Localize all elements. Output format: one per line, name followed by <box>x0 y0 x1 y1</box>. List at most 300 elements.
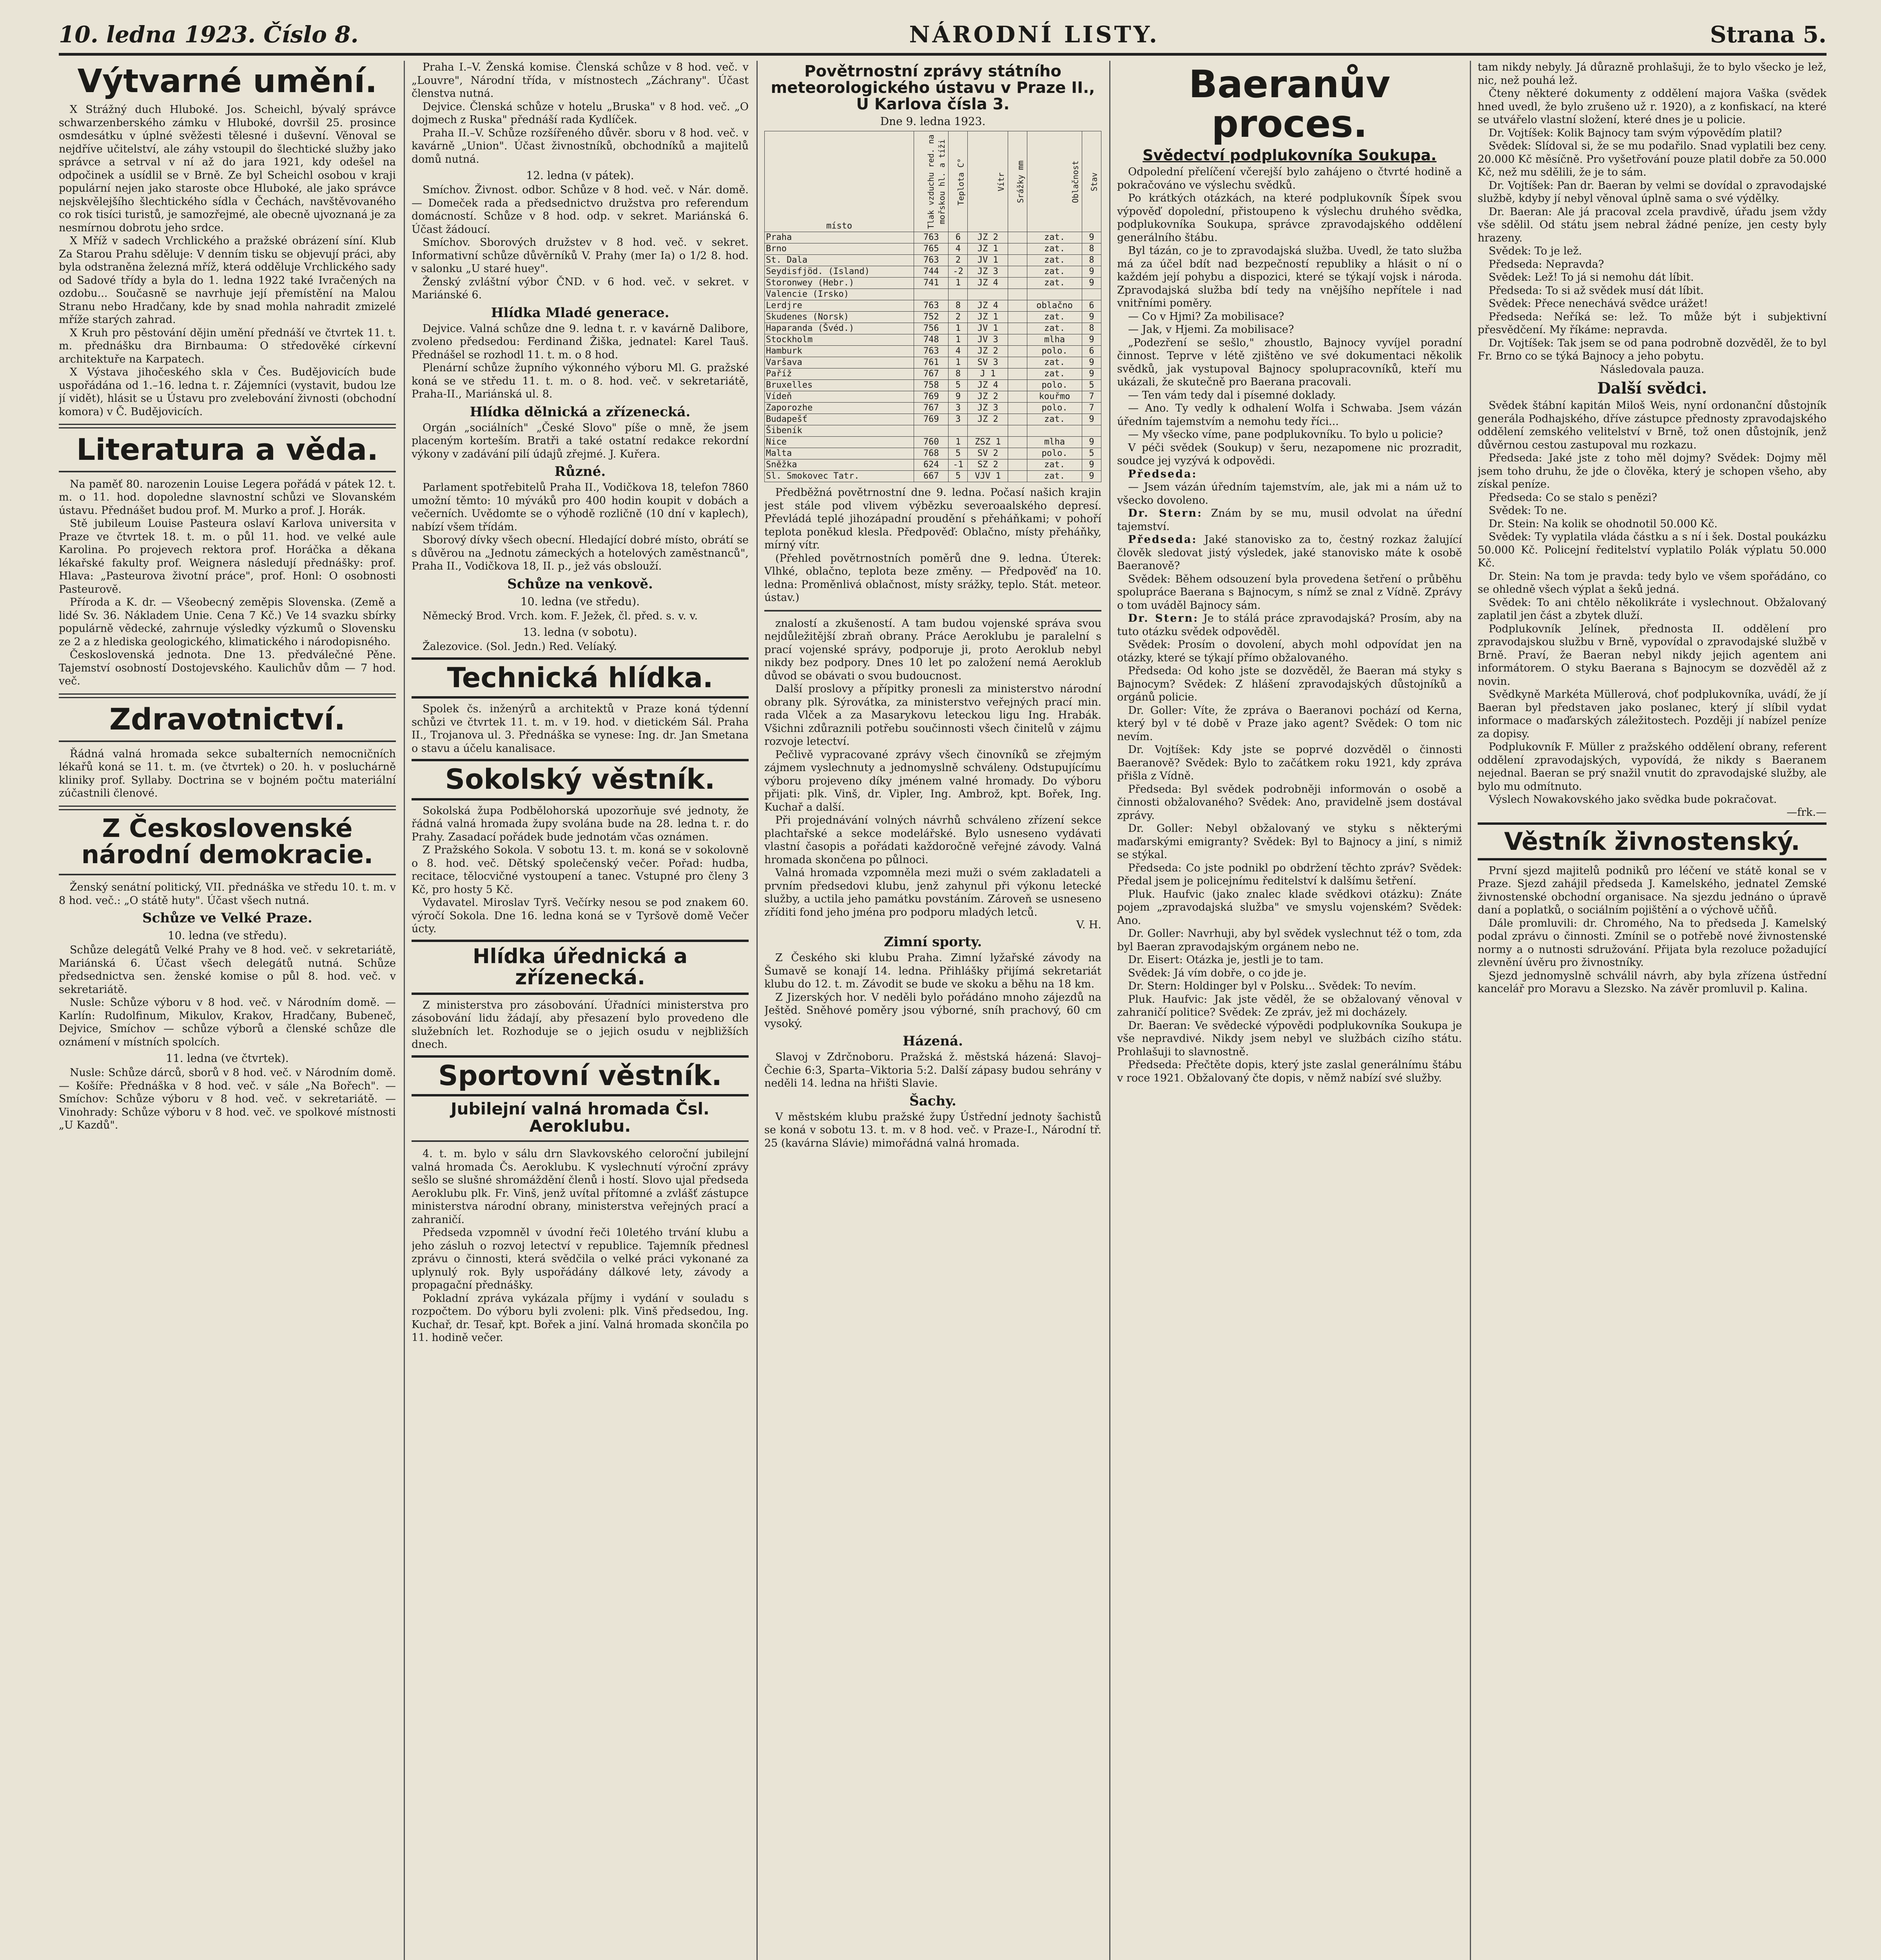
page-number: Strana 5. <box>1710 21 1827 48</box>
weather-table-cell: 765 <box>914 243 949 255</box>
article-headline: Baeranův proces. <box>1188 62 1391 146</box>
article-paragraph: Dále promluvili: dr. Chromého, Na to předseda J. Kamelský podal zprávu o činnosti. Zmínil se o potřebě nové živnostenské normy a o nutnosti sdružování. Přijata byla rezoluce požadující zlevnění úvěru pro živnostníky. <box>1478 917 1827 969</box>
section-title: Sportovní věstník. <box>438 1059 722 1092</box>
weather-table-cell: Sl. Smokovec Tatr. <box>765 471 914 482</box>
dialogue-line: Je to stálá práce zpravodajská? Prosím, aby na tuto otázku svědek odpověděl. <box>1117 612 1462 638</box>
weather-table-cell: 9 <box>1082 357 1101 368</box>
article-paragraph: Následovala pauza. <box>1600 363 1705 376</box>
weather-table-cell <box>1027 289 1082 300</box>
weather-table-cell: 5 <box>949 471 968 482</box>
weather-table-cell <box>1008 266 1027 278</box>
weather-table-row <box>765 334 1101 346</box>
weather-table-cell: 4 <box>949 243 968 255</box>
weather-table-cell <box>1008 334 1027 346</box>
weather-table-cell: zat. <box>1027 323 1082 334</box>
article-paragraph: Předseda: Od koho jste se dozvěděl, že Baeran má styky s Bajnocym? Svědek: Z hlášení zpravodajských důstojníků a orgánů policie. <box>1117 665 1462 704</box>
weather-table-cell: SV 3 <box>968 357 1008 368</box>
weather-table-cell: 756 <box>914 323 949 334</box>
section-title: Výtvarné umění. <box>77 63 377 100</box>
weather-table-cell: 3 <box>949 403 968 414</box>
article-paragraph: Pluk. Haufvic (jako znalec klade svědkovi otázku): Znáte pojem „zpravodajská služba" ve smyslu vojenském? Svědek: Ano. <box>1117 888 1462 927</box>
section-title: Technická hlídka. <box>447 661 713 694</box>
weather-table-cell: St. Dala <box>765 255 914 266</box>
weather-table-cell: JZ 3 <box>968 266 1008 278</box>
weather-table-cell: zat. <box>1027 266 1082 278</box>
weather-table-row <box>765 403 1101 414</box>
speaker-label: Dr. Stern: <box>1128 612 1199 625</box>
weather-table-cell: 9 <box>1082 266 1101 278</box>
weather-table-row <box>765 266 1101 278</box>
article-paragraph: Na paměť 80. narozenin Louise Legera pořádá v pátek 12. t. m. o 11. hod. dopoledne slavnostní schůzi ve Slovanském ústavu. Přednášet budou prof. M. Murko a prof. J. Horák. <box>59 478 396 517</box>
weather-table-cell: zat. <box>1027 232 1082 243</box>
divider <box>59 424 396 428</box>
weather-table-cell: JZ 2 <box>968 391 1008 403</box>
dialogue-line: Znám by se mu, musil odvolat na úřední tajemství. <box>1117 507 1462 533</box>
weather-table-cell <box>1008 471 1027 482</box>
weather-table-cell: Varšava <box>765 357 914 368</box>
weather-table-cell: kouřmo <box>1027 391 1082 403</box>
article-paragraph: „Podezření se sešlo," zhoustlo, Bajnocy vyvíjel poradní činnost. Teprve v létě zjištěno ve své dokumentaci několik svědků, jak vystupoval Bajnocy spolupracovníků, kteří mu ukázali, že skutečně pro Baerana pracovali. <box>1117 336 1462 388</box>
weather-table-cell <box>1008 425 1027 437</box>
article-paragraph: Slavoj v Zdrčnoboru. Pražská ž. městská házená: Slavoj–Čechie 6:3, Sparta–Viktoria 5:2. Další zápasy budou sehrány v neděli 14. ledna na hřišti Slavie. <box>764 1051 1101 1089</box>
article-paragraph: Z Českého ski klubu Praha. Zimní lyžařské závody na Šumavě se konají 14. ledna. Přihlášky přijímá sekretariát klubu do 12. t. m. Závodit se bude ve skoku a běhu na 18 km. <box>764 952 1101 990</box>
article-paragraph: Další proslovy a přípitky pronesli za ministerstvo národní obrany plk. Sýrovátka, za ministerstvo veřejných prací min. rada Vlček a za Masarykovu leteckou ligu Ing. Hrabák. Všichni zdůraznili potřebu součinnosti všech činitelů v zájmu rozvoje letectví. <box>764 683 1101 748</box>
dialogue-line: Dr. Stein: Na kolik se ohodnotil 50.000 Kč. <box>1489 517 1718 530</box>
weather-table-cell: 767 <box>914 403 949 414</box>
weather-table-cell: 2 <box>949 255 968 266</box>
article-paragraph: znalostí a zkušeností. A tam budou vojenské správa svou nejdůležitější zbraň obrany. Práce Aeroklubu je paralelní s prací vojenské správy, podporuje ji, proto Aeroklub nebyl nikdy bez podpory. Dnes 10 let po založení nemá Aeroklub důvod se obávati o svou budoucnost. <box>764 617 1101 682</box>
article-paragraph: 4. t. m. bylo v sálu drn Slavkovského celoroční jubilejní valná hromada Čs. Aeroklubu. K vyslechnutí výroční zprávy sešlo se slušné shromáždění členů i hostí. Slovo ujal předseda Aeroklubu plk. Fr. Vinš, jenž uvítal přítomné a zvlášť zástupce ministerstva národní obrany, ministerstva veřejných prací a zahraničí. <box>412 1148 749 1226</box>
newspaper-page <box>59 16 1827 1960</box>
weather-table-cell: JV 1 <box>968 255 1008 266</box>
dialogue-line: Předseda: Nepravda? <box>1489 258 1604 270</box>
date-heading: 12. ledna (v pátek). <box>526 169 634 182</box>
weather-table-cell <box>1008 323 1027 334</box>
article-paragraph: Dr. Goller: Víte, že zpráva o Baeranovi pochází od Kerna, který byl v té době v Praze jako agent? Svědek: O tom nic nevím. <box>1117 704 1462 743</box>
weather-table-cell: Lerdjre <box>765 300 914 312</box>
weather-table-cell: Sněžka <box>765 459 914 471</box>
weather-table-cell: JZ 2 <box>968 414 1008 425</box>
column-4 <box>1117 61 1462 1960</box>
weather-table-row <box>765 437 1101 448</box>
article-paragraph: Svědek štábní kapitán Miloš Weis, nyní ordonanční důstojník generála Podhajského, dříve zástupce přednosty zpravodajského oddělení zemského velitelství v Brně, tož onen důstojník, jenž důvěrnou cestou zastupoval mu rozkazu. <box>1478 399 1827 451</box>
article-paragraph: Německý Brod. Vrch. kom. F. Ježek, čl. před. s. v. v. <box>423 610 698 622</box>
article-paragraph: Praha I.–V. Ženská komise. Členská schůze v 8 hod. več. v „Louvre", Národní třída, v místnostech „Záchrany". Účast členstva nutná. <box>412 61 749 100</box>
article-paragraph: X Výstava jihočeského skla v Čes. Budějovicích bude uspořádána od 1.–16. ledna t. r. Zájemníci (vystavit, budou lze jí vidět), hlásit se u Ústavu pro zvelebování živnosti (obchodní komora) v Č. Budějovicích. <box>59 366 396 418</box>
article-paragraph: Svědek: Prosím o dovolení, abych mohl odpovídat jen na otázky, které se týkají přímo obžalovaného. <box>1117 639 1462 664</box>
weather-date: Dne 9. ledna 1923. <box>880 115 986 128</box>
weather-table-cell: Skudenes (Norsk) <box>765 312 914 323</box>
dialogue-line: — Jak, v Hjemi. Za mobilisace? <box>1128 323 1294 336</box>
weather-table-cell: zat. <box>1027 312 1082 323</box>
weather-table-cell: 768 <box>914 448 949 459</box>
article-paragraph: X Strážný duch Hluboké. Jos. Scheichl, bývalý správce schwarzenberského zámku v Hluboké, dovršil 25. prosince osmdesátku v úplné svěžesti tělesné i duševní. Věnoval se nejdříve učitelství, ale záhy vstoupil do šlechtické služby jako správce a setrval v ní až do jara 1921, kdy odešel na odpočinek a usídlil se v Brně. Ze byl Scheichl osobou v kraji populární nejen jako staroste obce Hluboké, ale jako správce nejskvělejšího šlechtického sídla v Čechách, navštěvovaného co rok tisíci turistů, je samozřejmé, ale obecně ujvoznaná je za nesmírnou dobrotu jeho srdce. <box>59 103 396 234</box>
weather-table-cell <box>968 289 1008 300</box>
weather-table-cell: polo. <box>1027 403 1082 414</box>
weather-table-cell: 9 <box>1082 437 1101 448</box>
weather-table-cell: 8 <box>1082 323 1101 334</box>
article-paragraph: tam nikdy nebyly. Já důrazně prohlašuji, že to bylo všecko je lež, nic, než pouhá lež. <box>1478 61 1827 87</box>
article-paragraph: Dr. Stern: Holdinger byl v Polsku... Svědek: To nevím. <box>1128 980 1417 993</box>
weather-table-cell: 9 <box>949 391 968 403</box>
weather-table-cell: oblačno <box>1027 300 1082 312</box>
weather-table-cell: 769 <box>914 391 949 403</box>
weather-table-cell: Nice <box>765 437 914 448</box>
article-paragraph: Po krátkých otázkách, na které podplukovník Šípek svou výpověď dopolední, přistoupeno k výslechu druhého svědka, podplukovníka Soukupa, správce zpravodajského oddělení generálního štábu. <box>1117 192 1462 244</box>
weather-table-row <box>765 300 1101 312</box>
article-paragraph: V městském klubu pražské župy Ústřední jednoty šachistů se koná v sobotu 13. t. m. v 8 hod. več. v Praze-I., Národní tř. 25 (kavárna Slávie) mimořádná valná hromada. <box>764 1111 1101 1149</box>
weather-table-cell: 744 <box>914 266 949 278</box>
weather-table-cell: Vídeň <box>765 391 914 403</box>
weather-table-cell <box>1008 357 1027 368</box>
weather-table-row <box>765 459 1101 471</box>
divider <box>59 471 396 472</box>
weather-table-cell: 9 <box>1082 232 1101 243</box>
dialogue-line: Svědek: Přece nenechává svědce urážet! <box>1489 298 1708 310</box>
weather-table-cell: JZ 2 <box>968 232 1008 243</box>
column-rule <box>404 61 405 1960</box>
article-paragraph: Dr. Goller: Nebyl obžalovaný ve styku s některými maďarskými emigranty? Svědek: Byl to Bajnocy a jiní, s nimiž se stýkal. <box>1117 822 1462 861</box>
weather-table-cell: 9 <box>1082 414 1101 425</box>
article-paragraph: Svědkyně Markéta Müllerová, choť podplukovníka, uvádí, že jí Baeran byl představen jako poslanec, který jí slíbil vydat informace o maďarských záležitostech. Později jí nabízel peníze za dopisy. <box>1478 688 1827 740</box>
weather-table-cell: 8 <box>1082 243 1101 255</box>
weather-table-cell: 1 <box>949 323 968 334</box>
weather-table-cell: Valencie (Irsko) <box>765 289 914 300</box>
weather-table-cell: 9 <box>1082 278 1101 289</box>
weather-title: Povětrnostní zprávy státního meteorologického ústavu v Praze II., U Karlova čísla 3. <box>771 62 1095 113</box>
article-paragraph: Dr. Vojtíšek: Kdy jste se poprvé dozvěděl o činnosti Baeranově? Svědek: Bylo to začátkem roku 1921, kdy zpráva přišla z Vídně. <box>1117 744 1462 782</box>
divider <box>412 1140 749 1142</box>
weather-table-row <box>765 255 1101 266</box>
weather-table-cell: VJV 1 <box>968 471 1008 482</box>
article-paragraph: Dr. Vojtíšek: Pan dr. Baeran by velmi se dovídal o zpravodajské službě, kdyby jí nebyl věnoval úplně sama o své výdělky. <box>1478 179 1827 205</box>
section-title: Literatura a věda. <box>76 432 379 467</box>
weather-table-cell <box>1008 448 1027 459</box>
weather-table-cell: 1 <box>949 334 968 346</box>
article-paragraph: Z ministerstva pro zásobování. Úřadníci ministerstva pro zásobování lidu žádají, aby přesazení bylo provedeno dle služebních let. Rozhoduje se o jejich osudu v nejbližších dnech. <box>412 999 749 1051</box>
weather-table-cell: JZ 1 <box>968 312 1008 323</box>
weather-table-cell: JZ 1 <box>968 243 1008 255</box>
article-paragraph: Ženský zvláštní výbor ČND. v 6 hod. več. v sekret. v Mariánské 6. <box>412 276 749 301</box>
article-paragraph: Předseda vzpomněl v úvodní řeči 10letého trvání klubu a jeho zásluh o rozvoj letectví v republice. Tajemník přednesl zprávu o činnosti, která svědčila o velké práci vykonané za uplynulý rok. Byly uspořádány dálkové lety, závody a propagační přednášky. <box>412 1227 749 1292</box>
weather-table-cell: polo. <box>1027 448 1082 459</box>
weather-table-cell: 9 <box>1082 471 1101 482</box>
article-paragraph: Schůze delegátů Velké Prahy ve 8 hod. več. v sekretariátě, Mariánská 6. Účast všech delegátů nutná. Schůze předsednictva sen. ženské komise o půl 8. hod. več. v sekretariátě. <box>59 944 396 996</box>
weather-table-header: místo <box>765 131 914 232</box>
page-header <box>59 16 1827 56</box>
weather-table-row <box>765 380 1101 391</box>
section-title: Sokolský věstník. <box>445 763 715 795</box>
speaker-label: Předseda: <box>1128 468 1197 480</box>
weather-table-row <box>765 425 1101 437</box>
weather-table-cell: Bruxelles <box>765 380 914 391</box>
section-title: Věstník živnostenský. <box>1504 827 1800 856</box>
dialogue-line: Svědek: To je lež. <box>1489 245 1582 257</box>
weather-table-cell: 760 <box>914 437 949 448</box>
article-paragraph: Dr. Eisert: Otázka je, jestli je to tam. <box>1128 954 1324 966</box>
article-paragraph: Svědek: Slídoval si, že se mu podařilo. Snad vyplatili bez ceny. 20.000 Kč měsíčně. Pro vyšetřování pouze platil dobře za 50.000 Kč, než mu sdělili, že je to sám. <box>1478 140 1827 178</box>
article-paragraph: Předseda: Byl svědek podrobněji informován o osobě a činnosti obžalovaného? Svědek: Ano, pravidelně jsem dostával zprávy. <box>1117 783 1462 822</box>
weather-table-cell <box>914 289 949 300</box>
dialogue-line: Předseda: To si až svědek musí dát líbit. <box>1489 284 1704 297</box>
section-banner <box>412 657 749 699</box>
dialogue-line: — Jsem vázán úředním tajemstvím, ale, jak mi a nám už to všecko dovoleno. <box>1117 481 1462 506</box>
weather-table-cell: zat. <box>1027 368 1082 380</box>
weather-table-cell: 9 <box>1082 459 1101 471</box>
weather-table-cell: 2 <box>949 312 968 323</box>
article-paragraph: Svědek: To ani chtělo několikráte i vyslechnout. Obžalovaný zaplatil jen část a zbytek dluží. <box>1478 596 1827 622</box>
weather-table-cell <box>968 425 1008 437</box>
weather-table-cell: 763 <box>914 346 949 357</box>
weather-table-cell: 1 <box>949 437 968 448</box>
weather-table-cell <box>1082 425 1101 437</box>
weather-table-header: Vítr <box>968 131 1008 232</box>
dialogue-line: Svědek: To ne. <box>1489 505 1567 517</box>
subheading: Různé. <box>554 464 606 479</box>
column-1 <box>59 61 396 1960</box>
weather-table-header: Oblačnost <box>1027 131 1082 232</box>
article-paragraph: Z Jizerských hor. V neděli bylo pořádáno mnoho zájezdů na Ještěd. Sněhové poměry jsou výborné, sníh prachový, 60 cm vysoký. <box>764 991 1101 1030</box>
weather-table-cell: 7 <box>1082 403 1101 414</box>
weather-table-row <box>765 471 1101 482</box>
weather-table-cell: zat. <box>1027 471 1082 482</box>
subheading: Zimní sporty. <box>883 934 982 950</box>
column-2 <box>412 61 749 1960</box>
weather-table-header: Stav <box>1082 131 1101 232</box>
article-paragraph: Plenární schůze župního výkonného výboru Ml. G. pražské koná se ve středu 11. t. m. o 8. hod. več. v sekretariátě, Praha-II., Mariánská ul. 8. <box>412 362 749 400</box>
date-heading: 10. ledna (ve středu). <box>520 595 640 608</box>
weather-table-cell: Budapešť <box>765 414 914 425</box>
weather-table-cell: Storonwey (Hebr.) <box>765 278 914 289</box>
date-heading: 11. ledna (ve čtvrtek). <box>166 1052 289 1065</box>
article-paragraph: Předseda: Co jste podnikl po obdržení těchto zpráv? Svědek: Předal jsem je policejnímu ředitelství k dalšímu šetření. <box>1117 862 1462 887</box>
weather-table-cell: 624 <box>914 459 949 471</box>
weather-table-cell: zat. <box>1027 414 1082 425</box>
dialogue-line: — Ten vám tedy dal i písemné doklady. <box>1128 389 1336 401</box>
section-banner <box>412 940 749 995</box>
article-paragraph: Orgán „sociálních" „České Slovo" píše o mně, že jsem placeným korteším. Bratři a také ostatní redakce rekordní výkony v zadávání pilí údajů zřejmé. J. Kuřera. <box>412 421 749 460</box>
weather-table-cell <box>1008 346 1027 357</box>
weather-table-cell: 763 <box>914 232 949 243</box>
weather-table-cell <box>1008 289 1027 300</box>
subheading: Házená. <box>903 1033 963 1049</box>
weather-table-cell: ZSZ 1 <box>968 437 1008 448</box>
article-paragraph: Dejvice. Členská schůze v hotelu „Bruska" v 8 hod. več. „O dojmech z Ruska" přednáší rada Kydlíček. <box>412 100 749 126</box>
weather-table-cell: 8 <box>949 300 968 312</box>
weather-table-cell: 761 <box>914 357 949 368</box>
article-paragraph: Pokladní zpráva vykázala příjmy i vydání v souladu s rozpočtem. Do výboru byli zvoleni: plk. Vinš předsedou, Ing. Kuchař, dr. Tesař, kpt. Bořek a jiní. Valná hromada skončila po 11. hodině večer. <box>412 1292 749 1344</box>
divider <box>59 740 396 742</box>
weather-table-cell: zat. <box>1027 243 1082 255</box>
weather-table-row <box>765 278 1101 289</box>
article-paragraph: Předseda: Přečtěte dopis, který jste zaslal generálnímu štábu v roce 1921. Obžalovaný čte dopis, v němž nabízí své služby. <box>1117 1059 1462 1084</box>
article-paragraph: X Kruh pro pěstování dějin umění přednáší ve čtvrtek 11. t. m. přednášku dra Birnbauma: O středověké církevní architektuře na Karpatech. <box>59 327 396 365</box>
weather-table-cell: 769 <box>914 414 949 425</box>
section-title: Zdravotnictví. <box>109 701 346 737</box>
article-paragraph: Byl tázán, co je to zpravodajská služba. Uvedl, že tato služba má za účel bdít nad bezpečností republiky a hlásit o ní o každém její pohybu a dispozici, které se týkají vojsk i národa. Zpravodajská služba bdí tedy na vnějšího nepřítele i nad vnitřními poměry. <box>1117 245 1462 310</box>
article-paragraph: Sokolská župa Podbělohorská upozorňuje své jednoty, že řádná valná hromada župy svolána bude na 28. ledna t. r. do Prahy. Zasadací pořádek bude jednotám včas oznámen. <box>412 804 749 843</box>
article-paragraph: Sjezd jednomyslně schválil návrh, aby byla zřízena ústřední kancelář pro Moravu a Slezsko. Na závěr promluvil p. Kalina. <box>1478 969 1827 995</box>
article-paragraph: Svědek: Já vím dobře, o co jde je. <box>1128 967 1307 979</box>
weather-table-cell: Malta <box>765 448 914 459</box>
weather-table-cell: Seydisfjöd. (Island) <box>765 266 914 278</box>
article-paragraph: Pečlivě vypracované zprávy všech činovníků se zřejmým zájmem vyslechnuty a jednomyslně schváleny. Odstupujícímu výboru projeveno díky jménem valné hromady. Do výboru přijati: plk. Vinš, dr. Vipler, Ing. Ambrož, kpt. Bořek, Ing. Kuchař a další. <box>764 748 1101 813</box>
weather-table-cell: 767 <box>914 368 949 380</box>
weather-table-cell: JZ 2 <box>968 346 1008 357</box>
dialogue-line: Předseda: Co se stalo s penězi? <box>1489 491 1657 504</box>
weather-table-cell: 8 <box>949 368 968 380</box>
weather-table-cell <box>1008 380 1027 391</box>
weather-table-cell <box>1027 425 1082 437</box>
weather-table-row <box>765 357 1101 368</box>
dialogue-line: — Ano. Ty vedly k odhalení Wolfa i Schwaba. Jsem vázán úředním tajemstvím a nemohu tedy říci... <box>1117 402 1462 428</box>
weather-table-cell: 763 <box>914 255 949 266</box>
subheading: Schůze na venkově. <box>507 576 653 592</box>
weather-table-row <box>765 368 1101 380</box>
weather-table-cell <box>1008 368 1027 380</box>
weather-table-row <box>765 289 1101 300</box>
weather-table-cell: 9 <box>1082 368 1101 380</box>
divider <box>59 874 396 875</box>
article-paragraph: X Mříž v sadech Vrchlického a pražské obrázení síní. Klub Za Starou Prahu sděluje: V denním tisku se objevují práci, aby byla odstraněna železná mříž, která odděluje Vrchlického sady od Sadové třídy a byla do 1. ledna 1922 také Ivračených na ozdobu... Současně se navrhuje její přemístění na Malou Stranu nebo Hradčany, kde by snad mohla nahradit zmizelé mříže starých zahrad. <box>59 235 396 326</box>
weather-table-cell <box>1008 437 1027 448</box>
divider <box>59 693 396 698</box>
weather-table-cell: 9 <box>1082 334 1101 346</box>
weather-table-cell: SV 2 <box>968 448 1008 459</box>
article-paragraph: Dejvice. Valná schůze dne 9. ledna t. r. v kavárně Dalibore, zvoleno předsedou: Ferdinand Žiška, jednatel: Karel Tauš. Přednášel se rozhodl 11. t. m. o 8 hod. <box>412 322 749 361</box>
column-5 <box>1478 61 1827 1960</box>
article-paragraph: Dr. Goller: Navrhuji, aby byl svědek vyslechnut též o tom, zda byl Baeran zpravodajským orgánem nebo ne. <box>1117 927 1462 953</box>
article-paragraph: Odpolední přelíčení včerejší bylo zahájeno o čtvrté hodině a pokračováno ve výslechu svědků. <box>1117 166 1462 191</box>
weather-table-cell: JV 1 <box>968 323 1008 334</box>
article-paragraph: Smíchov. Sborových družstev v 8 hod. več. v sekret. Informativní schůze důvěrníků V. Prahy (mer Ia) o 1/2 8. hod. v salonku „U staré huey". <box>412 236 749 275</box>
article-paragraph: Parlament spotřebitelů Praha II., Vodičkova 18, telefon 7860 umožní těmto: 10 mýváků pro 400 hodin koupit v dobách a večerních. Uvědomte se o výhodě rozličně (10 dní v kaplech), nabízí všem třídám. <box>412 481 749 533</box>
article-paragraph: Spolek čs. inženýrů a architektů v Praze koná týdenní schůzi ve čtvrtek 11. t. m. v 19. hod. v dietickém Sál. Praha II., Trojanova ul. 3. Přednáška se vynese: Ing. dr. Jan Smetana o stavu a účelu kanalisace. <box>412 703 749 755</box>
weather-table-cell: 6 <box>949 232 968 243</box>
weather-table-cell: 4 <box>949 346 968 357</box>
weather-table-cell <box>1008 391 1027 403</box>
weather-table-cell: 1 <box>949 278 968 289</box>
article-paragraph: Sborový dívky všech obecní. Hledající dobré místo, obrátí se s důvěrou na „Jednotu zámeckých a hotelových zaměstnanců", Praha II., Vodičkova 18, II. p., jež vás obslouží. <box>412 534 749 572</box>
article-title: Jubilejní valná hromada Čsl. Aeroklubu. <box>451 1099 709 1136</box>
article-paragraph: Podplukovník F. Müller z pražského oddělení obrany, referent oddělení zpravodajských, vypovídá, že nikdy s Baeranem nejednal. Baeran se prý snažil vnutit do zpravodajské služby, ale bylo mu odmítnuto. <box>1478 741 1827 793</box>
weather-table-cell: polo. <box>1027 346 1082 357</box>
weather-table-cell: 7 <box>1082 391 1101 403</box>
weather-table-cell <box>1008 312 1027 323</box>
weather-table-cell: Zaporozhe <box>765 403 914 414</box>
weather-table-row <box>765 391 1101 403</box>
speaker-label: Dr. Stern: <box>1128 507 1203 520</box>
column-rule <box>1109 61 1110 1960</box>
weather-table-cell: -2 <box>949 266 968 278</box>
weather-table-cell: 741 <box>914 278 949 289</box>
weather-table-cell: Praha <box>765 232 914 243</box>
weather-table-cell: Šibeník <box>765 425 914 437</box>
weather-table-cell: 758 <box>914 380 949 391</box>
article-paragraph: Předběžná povětrnostní dne 9. ledna. Počasí našich krajin jest stále pod vlivem výbězku severoaalského depresí. Převládá teplé jihozápadní proudění s přeháňkami; v pohoří teplota poněkud klesla. Předpověď: Oblačno, místy přeháňky, mírný vítr. <box>764 486 1101 551</box>
article-paragraph: Čteny některé dokumenty z oddělení majora Vaška (svědek hned uvedl, že bylo zrušeno už r. 1920), a z konfiskací, na které se utvářelo vlastní složení, které dnes je u policie. <box>1478 87 1827 126</box>
article-paragraph: Ženský senátní politický, VII. přednáška ve středu 10. t. m. v 8 hod. več.: „O státě huty". Účast všech nutná. <box>59 881 396 907</box>
subheading: Šachy. <box>909 1093 956 1109</box>
section-banner <box>1478 822 1827 860</box>
dialogue-line: — My všecko víme, pane podplukovníku. To bylo u policie? <box>1128 428 1443 441</box>
section-banner <box>412 759 749 800</box>
weather-table-cell: JZ 4 <box>968 380 1008 391</box>
weather-table-cell: zat. <box>1027 357 1082 368</box>
article-paragraph: Nusle: Schůze dárců, sborů v 8 hod. več. v Národním domě. — Košíře: Přednáška v 8 hod. več. v sále „Na Bořech". — Smíchov: Schůze výboru v 8 hod. več. v sekretariátě. — Vinohrady: Schůze výboru v 8 hod. več. ve spolkové místnosti „U Kazdů". <box>59 1067 396 1132</box>
article-paragraph: Dr. Baeran: Ve svědecké výpovědi podplukovníka Soukupa je vše nepravdivé. Nikdy jsem nebyl ve službách cizího státu. Prohlašuji to slavnostně. <box>1117 1019 1462 1058</box>
weather-table-cell: 8 <box>1082 255 1101 266</box>
article-paragraph: Smíchov. Živnost. odbor. Schůze v 8 hod. več. v Nár. domě. — Domeček rada a předsednictvo družstva pro referendum domácností. Schůze v 8 hod. odp. v sekret. Mariánská 6. Účast žádoucí. <box>412 184 749 236</box>
weather-table-cell <box>1008 278 1027 289</box>
article-paragraph: Praha II.–V. Schůze rozšířeného důvěr. sboru v 8 hod. več. v kavárně „Union". Účast živnostníků, obchodníků a majitelů domů nutná. <box>412 127 749 165</box>
weather-table-cell: Brno <box>765 243 914 255</box>
weather-table-row <box>765 414 1101 425</box>
weather-table-header: Srážky mm <box>1008 131 1027 232</box>
article-paragraph: Z Pražského Sokola. V sobotu 13. t. m. koná se v sokolovně o 8. hod. več. Dětský společenský večer. Pořad: hudba, recitace, tělocvičné vystoupení a tanec. Vstupné pro členy 3 Kč, pro hosty 5 Kč. <box>412 844 749 896</box>
weather-table-row <box>765 243 1101 255</box>
weather-table-cell: 1 <box>949 357 968 368</box>
weather-table-cell <box>1008 459 1027 471</box>
column-rule <box>756 61 758 1960</box>
weather-table-cell <box>914 425 949 437</box>
weather-table-cell: 6 <box>1082 300 1101 312</box>
weather-table-cell: zat. <box>1027 459 1082 471</box>
weather-table-cell: Paříž <box>765 368 914 380</box>
weather-table-cell: JV 3 <box>968 334 1008 346</box>
article-paragraph: Svědek: Během odsouzení byla provedena šetření o průběhu spolupráce Baerana s Bajnocym, s nímž se znal z Vídně. Zprávy o tom uváděl Bajnocy sám. <box>1117 573 1462 612</box>
weather-table-cell: 763 <box>914 300 949 312</box>
masthead: NÁRODNÍ LISTY. <box>909 21 1159 48</box>
dialogue-line: Svědek: Lež! To já si nemohu dát líbit. <box>1489 271 1694 283</box>
article-subheadline: Svědectví podplukovníka Soukupa. <box>1143 146 1437 164</box>
article-paragraph: Řádná valná hromada sekce subalterních nemocničních lékařů koná se 11. t. m. (ve čtvrtek) o 20. h. v posluchárně kliniky prof. Syllaby. Doctrina se v bojném počtu materiální zúčastnili členové. <box>59 748 396 800</box>
weather-table-cell: 5 <box>949 380 968 391</box>
weather-table-cell: 5 <box>949 448 968 459</box>
weather-table-header: Tlak vzduchu red. na mořskou hl. a tíži <box>914 131 949 232</box>
weather-table-cell: 752 <box>914 312 949 323</box>
weather-table-cell: 5 <box>1082 380 1101 391</box>
section-banner <box>412 1055 749 1097</box>
article-paragraph: Svědek: Ty vyplatila vláda částku a s ní i šek. Dostal poukázku 50.000 Kč. Policejní ředitelství vyplatilo Polák výplatu 50.000 Kč. <box>1478 531 1827 569</box>
article-paragraph: Dr. Vojtíšek: Kolik Bajnocy tam svým výpovědím platil? <box>1489 127 1782 139</box>
subheading: Hlídka dělnická a zřízenecká. <box>470 404 691 420</box>
article-paragraph: Pluk. Haufvic: Jak jste věděl, že se obžalovaný věnoval v zahraničí politice? Svědek: Ze zpráv, jež mi docházely. <box>1117 993 1462 1019</box>
weather-table-cell <box>1008 414 1027 425</box>
weather-table-cell: zat. <box>1027 278 1082 289</box>
weather-table-row <box>765 232 1101 243</box>
dialogue-line: Předseda: Neříká se: lež. To může být i subjektivní přesvědčení. My říkáme: nepravda. <box>1478 310 1827 336</box>
weather-table-cell: J 1 <box>968 368 1008 380</box>
weather-table-row <box>765 312 1101 323</box>
article-paragraph: Dr. Stein: Na tom je pravda: tedy bylo ve všem spořádáno, co se ohledně všech výplat a šeků jedná. <box>1478 570 1827 595</box>
weather-table-cell <box>949 289 968 300</box>
column-3 <box>764 61 1101 1960</box>
date-heading: 10. ledna (ve středu). <box>167 929 287 942</box>
article-paragraph: Při projednávání volných návrhů schváleno zřízení sekce plachtařské a sekce modelářské. Bylo usneseno vydávati vlastní časopis a pořádati každoročně veřejné závody. Valná hromada skončena po půlnoci. <box>764 814 1101 866</box>
article-paragraph: Československá jednota. Dne 13. předválečné Pěne. Tajemství osobností Dostojevského. Kaulichův dům — 7 hod. več. <box>59 649 396 688</box>
weather-table-cell: Haparanda (Švéd.) <box>765 323 914 334</box>
issue-date: 10. ledna 1923. Číslo 8. <box>59 21 359 48</box>
weather-table-cell: mlha <box>1027 334 1082 346</box>
column-rule <box>1470 61 1471 1960</box>
weather-table-cell: Hamburk <box>765 346 914 357</box>
weather-table-cell: 5 <box>1082 448 1101 459</box>
weather-table-cell <box>1008 255 1027 266</box>
signature: V. H. <box>1076 919 1101 931</box>
weather-table-cell <box>1008 243 1027 255</box>
dialogue-line: Dr. Vojtíšek: Tak jsem se od pana podrobně dozvěděl, že to byl Fr. Brno co se týká Bajnocy a jeho pobytu. <box>1478 337 1827 362</box>
